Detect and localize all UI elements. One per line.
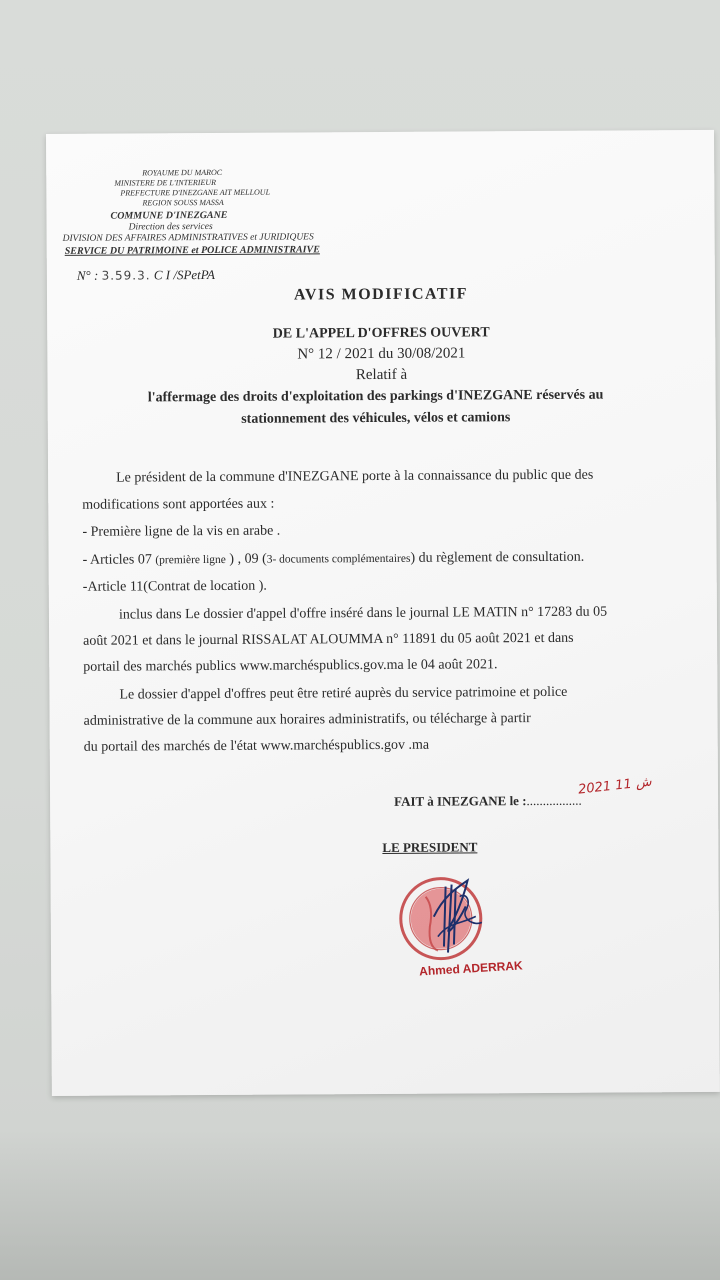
paragraph-3-line-3: du portail des marchés de l'état www.marchéspublics.gov .ma	[83, 737, 430, 755]
notice-subtitle: DE L'APPEL D'OFFRES OUVERT	[272, 325, 490, 342]
header-service: SERVICE DU PATRIMOINE et POLICE ADMINISTRAIVE	[64, 244, 320, 257]
item2-text-e: ) du règlement de consultation.	[410, 549, 585, 566]
ref-handwritten: 3.59.3.	[101, 268, 151, 283]
paragraph-2-line-1: inclus dans Le dossier d'appel d'offre inséré dans le journal LE MATIN n° 17283 du 05	[118, 604, 608, 623]
background-shadow	[0, 1130, 720, 1280]
fait-label: FAIT à INEZGANE le :	[394, 793, 527, 809]
paragraph-1-line-2: modifications sont apportées aux :	[82, 496, 275, 513]
list-item-3: -Article 11(Contrat de location ).	[82, 578, 267, 595]
paragraph-1-line-1: Le président de la commune d'INEZGANE porte à la connaissance du public que des	[116, 467, 594, 486]
reference-number	[77, 267, 215, 284]
header-commune: COMMUNE D'INEZGANE	[110, 209, 228, 222]
header-prefecture: PREFECTURE D'INEZGANE AIT MELLOUL	[120, 187, 271, 198]
notice-number: N° 12 / 2021 du 30/08/2021	[297, 345, 466, 363]
paragraph-2-line-2: août 2021 et dans le journal RISSALAT ALOUMMA n° 11891 du 05 août 2021 et dans	[83, 630, 574, 649]
president-title: LE PRESIDENT	[382, 839, 478, 855]
header-direction: Direction des services	[128, 221, 213, 233]
ref-prefix: N° :	[76, 267, 99, 283]
header-division: DIVISION DES AFFAIRES ADMINISTRATIVES et JURIDIQUES	[62, 232, 314, 244]
paragraph-2-line-3: portail des marchés publics www.marchéspublics.gov.ma le 04 août 2021.	[83, 657, 498, 675]
signer-name: Ahmed ADERRAK	[418, 958, 523, 979]
header-region: REGION SOUSS MASSA	[142, 197, 224, 208]
subject-line-2: stationnement des véhicules, vélos et camions	[241, 410, 511, 427]
list-item-1: - Première ligne de la vis en arabe .	[82, 523, 281, 540]
header-kingdom: ROYAUME DU MAROC	[142, 167, 223, 178]
notice-relatif: Relatif à	[355, 366, 408, 384]
paragraph-3-line-1: Le dossier d'appel d'offres peut être retiré auprès du service patrimoine et police	[119, 684, 568, 703]
header-ministry: MINISTERE DE L'INTERIEUR	[114, 177, 217, 188]
paragraph-3-line-2: administrative de la commune aux horaires administratifs, ou télécharge à partir	[83, 711, 531, 729]
ref-suffix: C I /SPetPA	[153, 266, 215, 283]
official-stamp-and-signature	[385, 866, 536, 967]
place-date-line	[394, 793, 582, 810]
list-item-2	[83, 550, 585, 569]
item2-text-c: ) , 09 (	[225, 551, 267, 567]
document-page	[46, 130, 720, 1096]
subject-line-1: l'affermage des droits d'exploitation des parkings d'INEZGANE réservés au	[147, 387, 604, 406]
handwritten-date: 2021 ش 11	[577, 774, 653, 798]
notice-title: AVIS MODIFICATIF	[293, 285, 469, 304]
item2-text-d: 3- documents complémentaires	[266, 552, 411, 566]
item2-text-b: (première ligne	[155, 553, 226, 567]
item2-text-a: - Articles 07	[82, 552, 156, 568]
date-dots: .................	[526, 792, 582, 809]
